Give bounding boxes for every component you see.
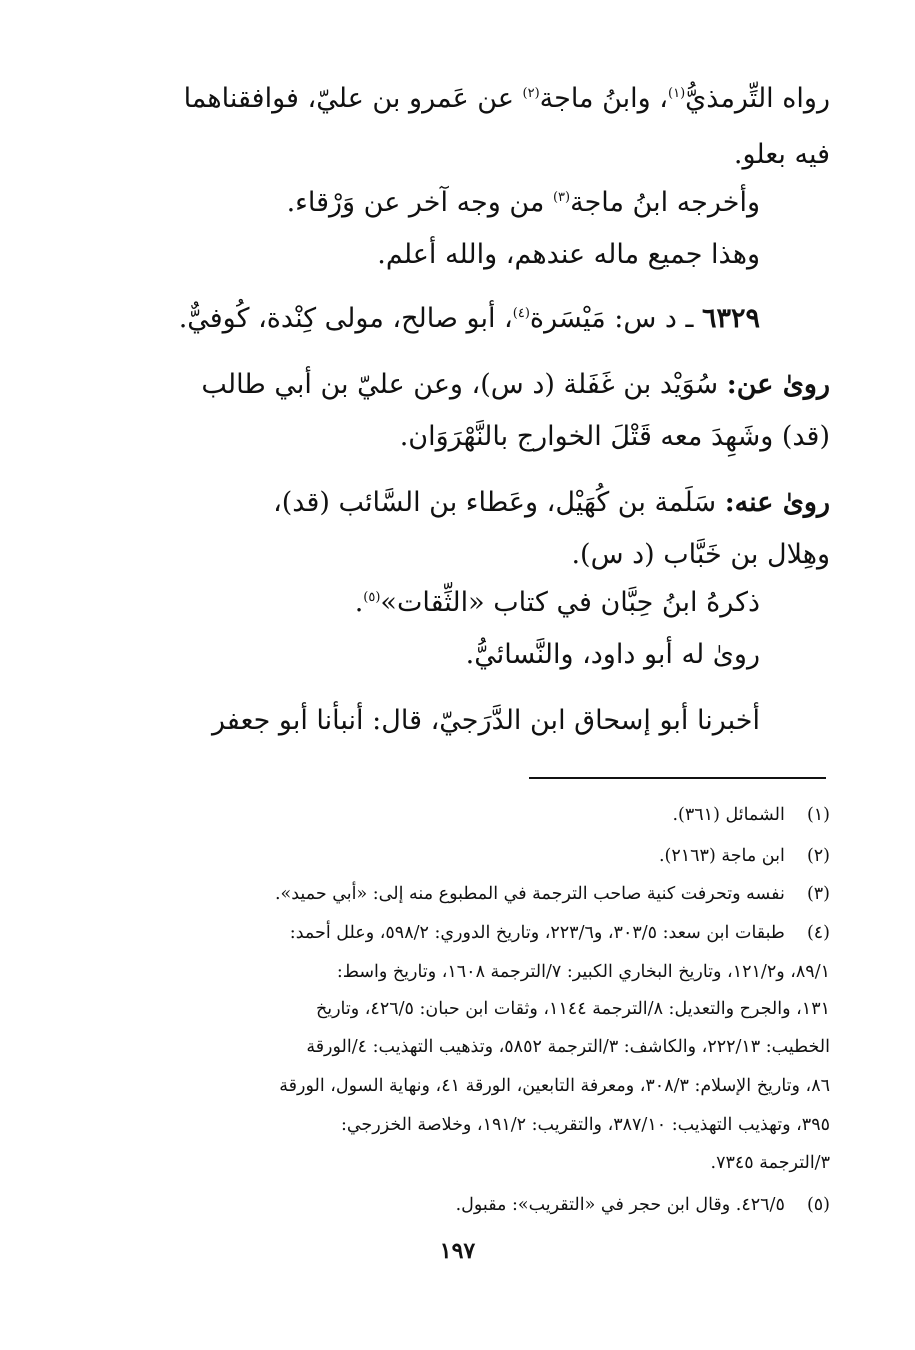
section-label: روىٰ عنه: bbox=[724, 487, 830, 518]
text-span: . bbox=[354, 587, 364, 618]
text-span: ذكرهُ ابنُ حِبَّان في كتاب «الثِّقات» bbox=[380, 587, 760, 618]
footnote-ref: (٢) bbox=[522, 86, 540, 101]
text-line: فيه بعلو. bbox=[733, 139, 830, 170]
footnote-continuation: ٨٩/١، و١٢١/٢، وتاريخ البخاري الكبير: ٧/الترجمة ١٦٠٨، وتاريخ واسط: bbox=[336, 962, 830, 982]
footnote-text: نفسه وتحرفت كنية صاحب الترجمة في المطبوع منه إلى: «أبي حميد». bbox=[274, 884, 785, 904]
text-line: أخبرنا أبو إسحاق ابن الدَّرَجيّ، قال: أنبأنا أبو جعفر bbox=[212, 705, 760, 736]
footnote-continuation: ١٣١، والجرح والتعديل: ٨/الترجمة ١١٤٤، وثقات ابن حبان: ٤٢٦/٥، وتاريخ bbox=[315, 999, 830, 1019]
footnote bbox=[275, 881, 830, 907]
text-span: ـ د س: مَيْسَرة bbox=[529, 303, 702, 334]
entry-number: ٦٣٢٩ bbox=[701, 303, 760, 334]
text-line: وهذا جميع ماله عندهم، والله أعلم. bbox=[377, 239, 760, 270]
text-line bbox=[273, 486, 830, 520]
text-line bbox=[287, 186, 760, 220]
text-span: عن عَمرو بن عليّ، فوافقناهما bbox=[183, 83, 523, 114]
footnote-number: (٣) bbox=[806, 884, 830, 904]
footnote-ref: (٥) bbox=[363, 590, 381, 605]
footnote-ref: (١) bbox=[668, 86, 686, 101]
footnote-number: (٢) bbox=[806, 846, 830, 866]
footnote-text: ابن ماجة (٢١٦٣). bbox=[658, 846, 785, 866]
section-label: روىٰ عن: bbox=[726, 369, 830, 400]
footnote-continuation: الخطيب: ٢٢٢/١٣، والكاشف: ٣/الترجمة ٥٨٥٢، وتذهيب التهذيب: ٤/الورقة bbox=[306, 1037, 830, 1057]
footnote-text: ٤٢٦/٥. وقال ابن حجر في «التقريب»: مقبول. bbox=[455, 1195, 785, 1215]
page-number: ١٩٧ bbox=[439, 1238, 476, 1264]
text-line bbox=[184, 82, 830, 116]
text-span: من وجه آخر عن وَرْقاء. bbox=[286, 187, 553, 218]
footnote-number: (٥) bbox=[806, 1195, 830, 1215]
text-span: سَلَمة بن كُهَيْل، وعَطاء بن السَّائب (قد)، bbox=[273, 487, 725, 518]
footnote-separator bbox=[529, 777, 826, 779]
text-span: ، أبو صالح، مولى كِنْدة، كُوفيٌّ. bbox=[178, 303, 513, 334]
footnote-ref: (٤) bbox=[512, 306, 530, 321]
text-span: ، وابنُ ماجة bbox=[539, 83, 668, 114]
footnote-number: (٤) bbox=[806, 923, 830, 943]
text-span: رواه التِّرمذيُّ bbox=[685, 83, 830, 114]
text-line: (قد) وشَهِدَ معه قَتْلَ الخوارج بالنَّهْرَوَان. bbox=[399, 421, 830, 452]
text-span: سُوَيْد بن غَفَلة (د س)، وعن عليّ بن أبي طالب bbox=[201, 369, 727, 400]
footnote-continuation: ٨٦، وتاريخ الإسلام: ٣٠٨/٣، ومعرفة التابعين، الورقة ٤١، ونهاية السول، الورقة bbox=[279, 1076, 830, 1096]
text-line: وهِلال بن خَبَّاب (د س). bbox=[571, 539, 830, 570]
footnote-number: (١) bbox=[806, 805, 830, 825]
footnote bbox=[456, 1192, 830, 1218]
footnote-ref: (٣) bbox=[552, 190, 571, 205]
entry-heading bbox=[179, 302, 760, 336]
footnote-continuation: ٣/الترجمة ٧٣٤٥. bbox=[710, 1153, 830, 1173]
footnote bbox=[290, 920, 830, 946]
text-span: وأخرجه ابنُ ماجة bbox=[570, 187, 760, 218]
text-line bbox=[201, 368, 830, 402]
footnote-continuation: ٣٩٥، وتهذيب التهذيب: ٣٨٧/١٠، والتقريب: ١٩١/٢، وخلاصة الخزرجي: bbox=[340, 1115, 830, 1135]
footnote-text: الشمائل (٣٦١). bbox=[672, 805, 785, 825]
footnote bbox=[672, 802, 830, 828]
footnote bbox=[659, 843, 830, 869]
footnote-text: طبقات ابن سعد: ٣٠٣/٥، و٢٢٣/٦، وتاريخ الدوري: ٥٩٨/٢، وعلل أحمد: bbox=[289, 923, 785, 943]
text-line: روىٰ له أبو داود، والنَّسائيُّ. bbox=[465, 639, 760, 670]
text-line bbox=[355, 586, 760, 620]
